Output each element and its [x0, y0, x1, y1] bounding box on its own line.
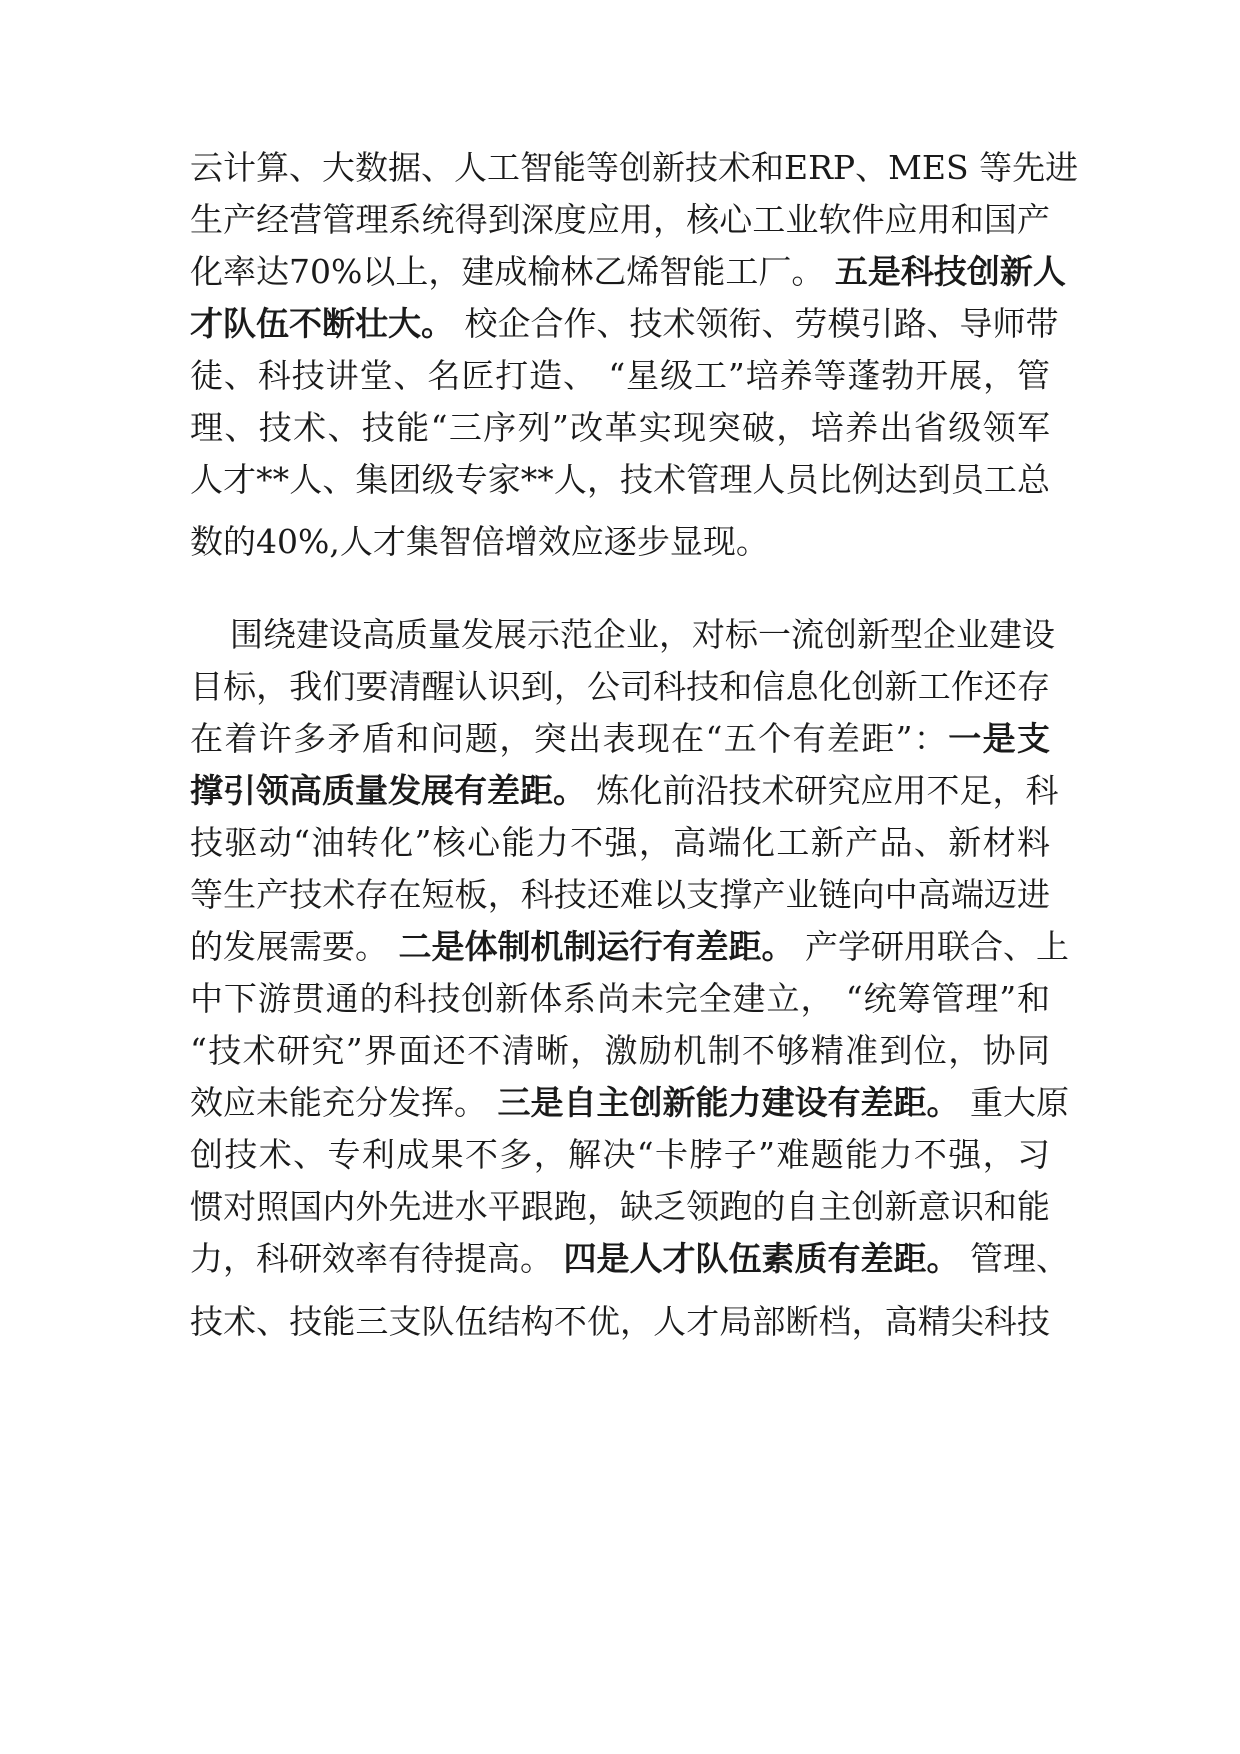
body-text: 围绕建设高质量发展示范企业，对标一流创新型企业建设 [230, 615, 1055, 654]
text-line [190, 1236, 1069, 1282]
text-line [190, 249, 1066, 295]
text-line [190, 820, 1050, 866]
body-text: 力，科研效率有待提高。 [190, 1239, 564, 1278]
text-line [190, 197, 1050, 243]
bold-heading-text: 三是自主创新能力建设有差距。 [497, 1083, 960, 1122]
text-line [190, 353, 1050, 399]
text-line [190, 872, 1050, 918]
body-text: 创技术、专利成果不多，解决“卡脖子”难题能力不强，习 [190, 1135, 1050, 1174]
text-line [190, 457, 1050, 503]
body-text: 炼化前沿技术研究应用不足，科 [586, 771, 1059, 810]
body-text: 云计算、大数据、人工智能等创新技术和ERP、MES 等先进 [190, 148, 1079, 187]
body-text: 生产经营管理系统得到深度应用，核心工业软件应用和国产 [190, 200, 1050, 239]
bold-heading-text: 才队伍不断壮大。 [190, 304, 454, 343]
body-text: 效应未能充分发挥。 [190, 1083, 498, 1122]
text-line [190, 1028, 1050, 1074]
text-line [190, 1132, 1050, 1178]
body-text: 中下游贯通的科技创新体系尚未完全建立， “统筹管理”和 [190, 979, 1050, 1018]
body-text: 理、技术、技能“三序列”改革实现突破，培养出省级领军 [190, 408, 1050, 447]
body-text: 数的40%,人才集智倍增效应逐步显现。 [190, 522, 769, 561]
body-text: 重大原 [959, 1083, 1069, 1122]
text-line [190, 405, 1050, 451]
text-line [190, 664, 1050, 710]
text-line [190, 1184, 1050, 1230]
text-line [190, 976, 1050, 1022]
bold-heading-text: 撑引领高质量发展有差距。 [190, 771, 586, 810]
text-line [230, 612, 1055, 658]
body-text: 目标，我们要清醒认识到，公司科技和信息化创新工作还存 [190, 667, 1050, 706]
body-text: 技术、技能三支队伍结构不优，人才局部断档，高精尖科技 [190, 1302, 1050, 1341]
text-line [190, 519, 1050, 565]
text-line [190, 768, 1059, 814]
body-text: 校企合作、技术领衔、劳模引路、导师带 [454, 304, 1059, 343]
text-line [190, 716, 1050, 762]
text-line [190, 1299, 1050, 1345]
body-text: 徒、科技讲堂、名匠打造、 “星级工”培养等蓬勃开展，管 [190, 356, 1050, 395]
bold-heading-text: 二是体制机制运行有差距。 [398, 927, 795, 966]
body-text: 产学研用联合、上 [794, 927, 1069, 966]
body-text: 在着许多矛盾和问题，突出表现在“五个有差距”： [190, 719, 949, 758]
text-line [190, 924, 1069, 970]
body-text: “技术研究”界面还不清晰，激励机制不够精准到位，协同 [190, 1031, 1050, 1070]
bold-heading-text: 四是人才队伍素质有差距。 [563, 1239, 960, 1278]
body-text: 管理、 [959, 1239, 1069, 1278]
bold-heading-text: 一是支 [948, 719, 1051, 758]
bold-heading-text: 五是科技创新人 [834, 252, 1066, 291]
body-text: 惯对照国内外先进水平跟跑，缺乏领跑的自主创新意识和能 [190, 1187, 1050, 1226]
body-text: 等生产技术存在短板，科技还难以支撑产业链向中高端迈进 [190, 875, 1050, 914]
body-text: 人才**人、集团级专家**人，技术管理人员比例达到员工总 [190, 460, 1050, 499]
text-line [190, 145, 1079, 191]
text-line [190, 301, 1059, 347]
body-text: 的发展需要。 [190, 927, 399, 966]
text-line [190, 1080, 1069, 1126]
body-text: 技驱动“油转化”核心能力不强，高端化工新产品、新材料 [190, 823, 1050, 862]
body-text: 化率达70%以上，建成榆林乙烯智能工厂。 [190, 252, 835, 291]
